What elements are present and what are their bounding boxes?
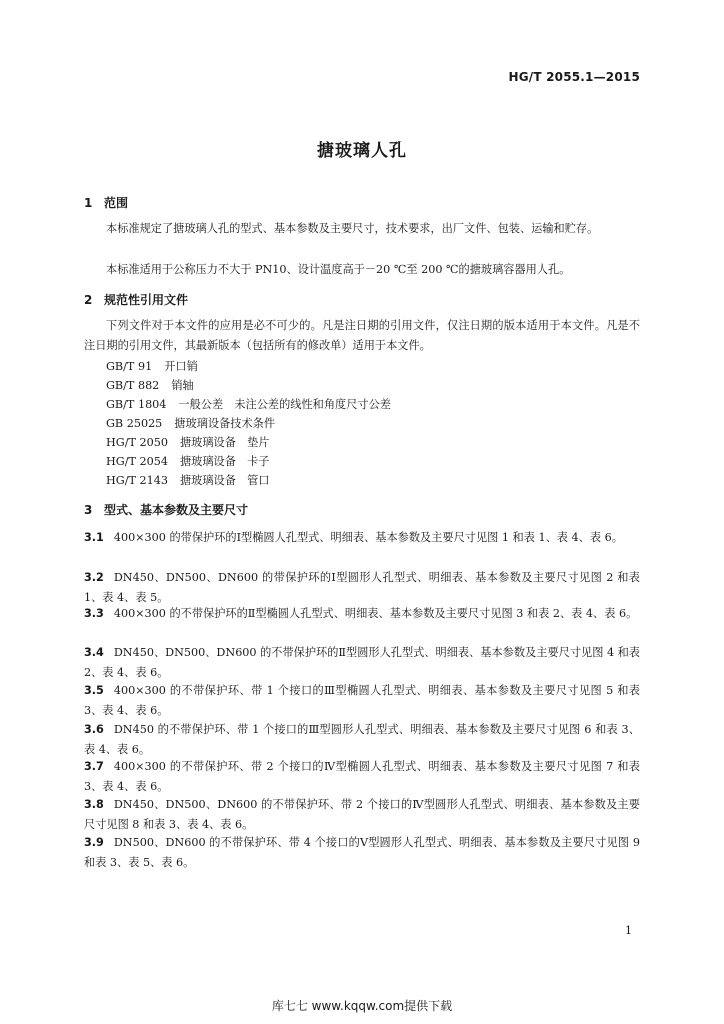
reference-code: HG/T 2054	[106, 455, 168, 468]
clause-number: 3.6	[84, 723, 104, 736]
clause-text: DN450、DN500、DN600 的带保护环的Ⅰ型圆形人孔型式、明细表、基本参数及主要尺寸见图 2 和表 1、表 4、表 5。	[84, 571, 640, 604]
section-title: 范围	[104, 196, 129, 210]
clause-text: DN500、DN600 的不带保护环、带 4 个接口的Ⅴ型圆形人孔型式、明细表、基本参数及主要尺寸见图 9 和表 3、表 5、表 6。	[84, 836, 640, 869]
reference-code: GB/T 882	[106, 379, 160, 392]
section-number: 3	[84, 503, 93, 517]
clause-3-1	[84, 528, 640, 548]
clause-text: DN450 的不带保护环、带 1 个接口的Ⅲ型圆形人孔型式、明细表、基本参数及主要尺寸见图 6 和表 3、表 4、表 6。	[84, 723, 640, 756]
scope-paragraph-2: 本标准适用于公称压力不大于 PN10、设计温度高于－20 ℃至 200 ℃的搪玻璃容器用人孔。	[106, 263, 571, 276]
reference-code: HG/T 2050	[106, 436, 168, 449]
standard-code: HG/T 2055.1—2015	[508, 70, 640, 84]
reference-title: 一般公差 未注公差的线性和角度尺寸公差	[178, 398, 391, 411]
clause-3-2	[84, 568, 640, 608]
reference-title: 搪玻璃设备 卡子	[179, 455, 270, 468]
reference-title: 搪玻璃设备技术条件	[174, 417, 276, 430]
section-title: 规范性引用文件	[104, 293, 189, 307]
clause-3-3	[84, 604, 640, 624]
clause-number: 3.7	[84, 760, 104, 773]
clause-number: 3.4	[84, 646, 104, 659]
clause-3-9	[84, 833, 640, 873]
clause-text: 400×300 的带保护环的Ⅰ型椭圆人孔型式、明细表、基本参数及主要尺寸见图 1 和表 1、表 4、表 6。	[113, 531, 623, 544]
clause-number: 3.8	[84, 798, 104, 811]
reference-code: HG/T 2143	[106, 474, 168, 487]
reference-title: 搪玻璃设备 垫片	[179, 436, 270, 449]
reference-item	[106, 471, 269, 491]
section-title: 型式、基本参数及主要尺寸	[104, 503, 249, 517]
reference-title: 销轴	[171, 379, 194, 392]
reference-item	[106, 376, 194, 396]
clause-text: 400×300 的不带保护环的Ⅱ型椭圆人孔型式、明细表、基本参数及主要尺寸见图 3 和表 2、表 4、表 6。	[113, 607, 638, 620]
download-footer: 库七七 www.kqqw.com提供下载	[271, 999, 453, 1013]
reference-code: GB/T 91	[106, 360, 153, 373]
reference-item	[106, 357, 198, 377]
section-1-heading	[84, 194, 128, 211]
reference-item	[106, 414, 275, 434]
clause-number: 3.3	[84, 607, 104, 620]
clause-3-5	[84, 681, 640, 721]
reference-title: 搪玻璃设备 管口	[179, 474, 270, 487]
clause-3-6	[84, 720, 640, 760]
reference-code: GB/T 1804	[106, 398, 167, 411]
clause-number: 3.2	[84, 571, 104, 584]
reference-code: GB 25025	[106, 417, 163, 430]
page-number: 1	[625, 924, 632, 937]
clause-number: 3.9	[84, 836, 104, 849]
clause-text: DN450、DN500、DN600 的不带保护环的Ⅱ型圆形人孔型式、明细表、基本参数及主要尺寸见图 4 和表 2、表 4、表 6。	[84, 646, 640, 679]
clause-number: 3.1	[84, 531, 104, 544]
document-title: 搪玻璃人孔	[317, 141, 407, 161]
section-2-heading	[84, 291, 188, 308]
clause-text: 400×300 的不带保护环、带 1 个接口的Ⅲ型椭圆人孔型式、明细表、基本参数及主要尺寸见图 5 和表 3、表 4、表 6。	[84, 684, 640, 717]
clause-text: 400×300 的不带保护环、带 2 个接口的Ⅳ型椭圆人孔型式、明细表、基本参数及主要尺寸见图 7 和表 3、表 4、表 6。	[84, 760, 640, 793]
clause-text: DN450、DN500、DN600 的不带保护环、带 2 个接口的Ⅳ型圆形人孔型式、明细表、基本参数及主要尺寸见图 8 和表 3、表 4、表 6。	[84, 798, 640, 831]
reference-item	[106, 433, 269, 453]
clause-3-7	[84, 757, 640, 797]
section-number: 2	[84, 293, 93, 307]
clause-3-8	[84, 795, 640, 835]
normative-intro: 下列文件对于本文件的应用是必不可少的。凡是注日期的引用文件，仅注日期的版本适用于本文件。凡是不注日期的引用文件，其最新版本（包括所有的修改单）适用于本文件。	[84, 319, 640, 352]
reference-item	[106, 395, 391, 415]
section-number: 1	[84, 196, 93, 210]
section-3-heading	[84, 501, 248, 518]
scope-paragraph-1: 本标准规定了搪玻璃人孔的型式、基本参数及主要尺寸，技术要求，出厂文件、包装、运输和贮存。	[106, 222, 599, 235]
reference-title: 开口销	[164, 360, 198, 373]
clause-3-4	[84, 643, 640, 683]
reference-item	[106, 452, 269, 472]
clause-number: 3.5	[84, 684, 104, 697]
